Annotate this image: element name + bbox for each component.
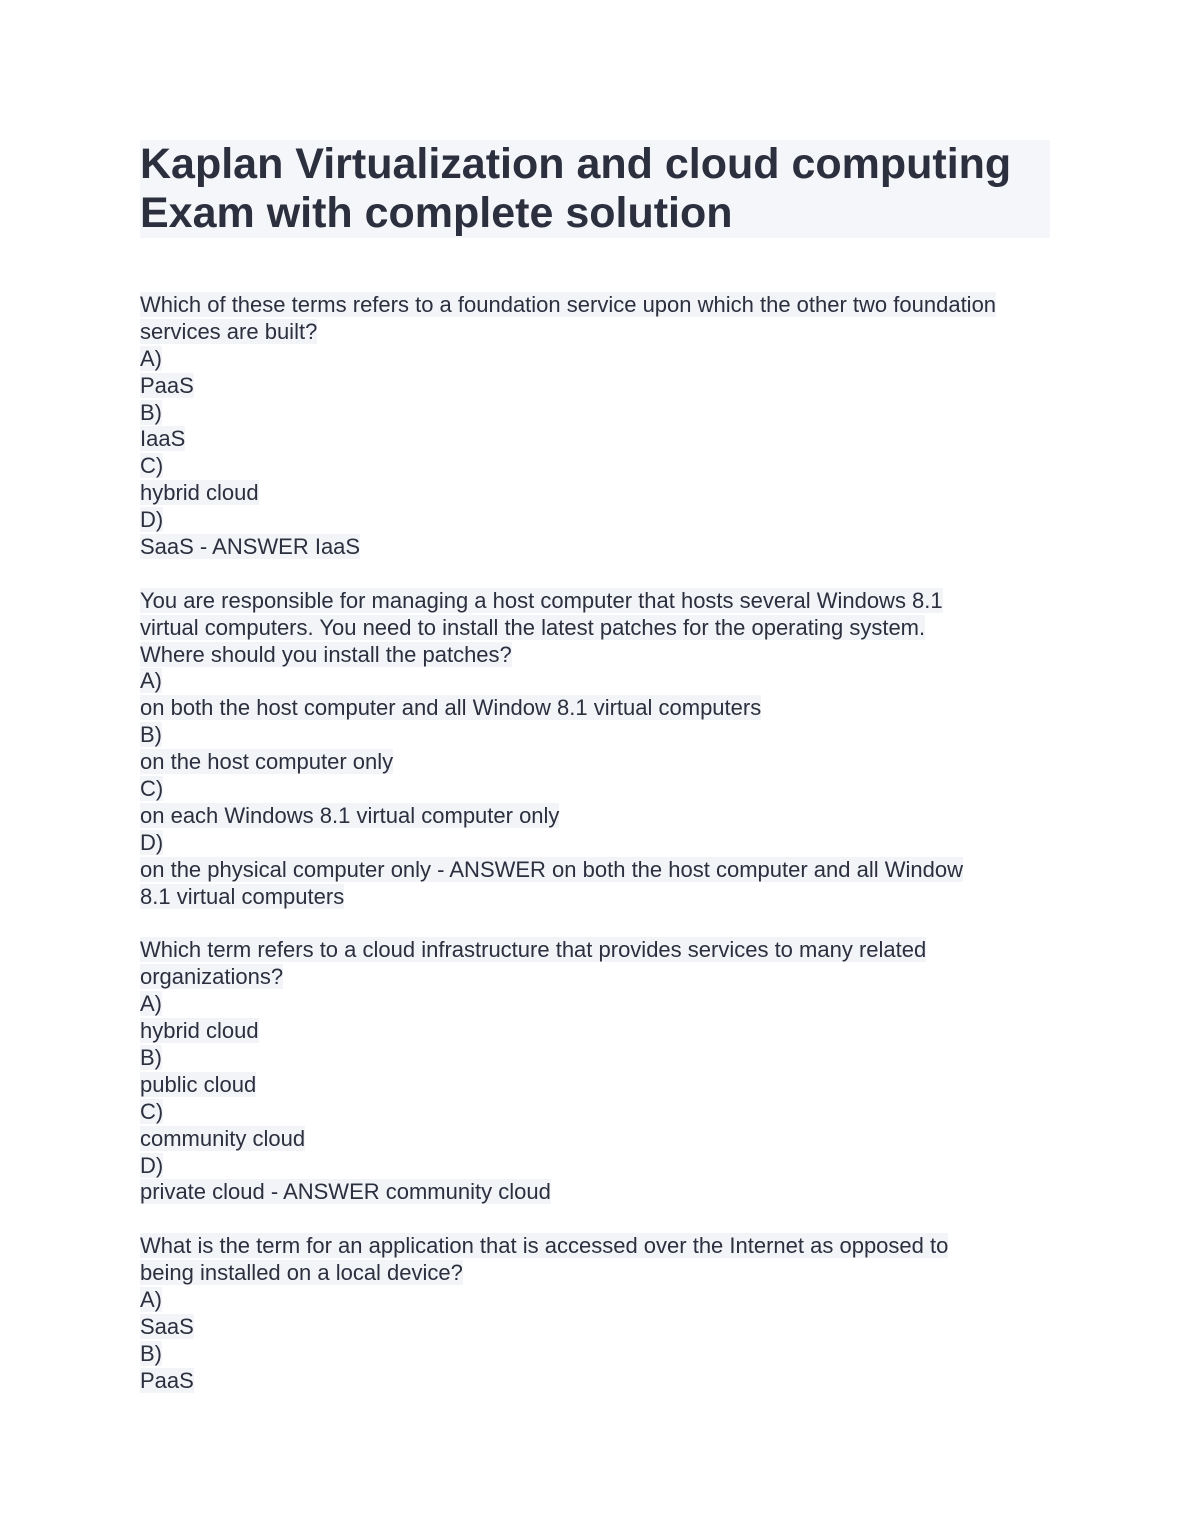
option-text-line bbox=[140, 803, 1050, 830]
answer-continuation-line bbox=[140, 884, 1050, 911]
option-letter: A) bbox=[140, 1286, 162, 1312]
option-letter: D) bbox=[140, 829, 164, 855]
option-letter-line bbox=[140, 991, 1050, 1018]
option-letter: D) bbox=[140, 1152, 164, 1178]
option-text-line bbox=[140, 695, 1050, 722]
option-text-line bbox=[140, 1018, 1050, 1045]
title-line-2: Exam with complete solution bbox=[140, 189, 733, 237]
option-text-line bbox=[140, 426, 1050, 453]
question-block bbox=[140, 937, 1050, 1206]
question-block bbox=[140, 292, 1050, 561]
option-letter: C) bbox=[140, 776, 164, 802]
option-text-line bbox=[140, 1368, 1050, 1395]
question-text: virtual computers. You need to install the latest patches for the operating system. bbox=[140, 614, 926, 640]
question-text: services are built? bbox=[140, 318, 318, 344]
document-title bbox=[140, 140, 1050, 238]
document-page bbox=[140, 140, 1050, 1421]
option-text: hybrid cloud bbox=[140, 1018, 259, 1044]
option-letter: B) bbox=[140, 1044, 162, 1070]
option-text-line bbox=[140, 749, 1050, 776]
question-text-line bbox=[140, 642, 1050, 669]
question-text-line bbox=[140, 937, 1050, 964]
option-text: public cloud bbox=[140, 1071, 257, 1097]
option-text-line bbox=[140, 534, 1050, 561]
option-text: IaaS bbox=[140, 426, 186, 452]
option-text-line bbox=[140, 480, 1050, 507]
option-letter-line bbox=[140, 1287, 1050, 1314]
title-line-1: Kaplan Virtualization and cloud computing bbox=[140, 140, 1012, 188]
question-block bbox=[140, 1233, 1050, 1394]
option-letter-line bbox=[140, 830, 1050, 857]
answer-continuation: 8.1 virtual computers bbox=[140, 883, 345, 909]
question-text: being installed on a local device? bbox=[140, 1260, 463, 1286]
question-text: What is the term for an application that is accessed over the Internet as opposed to bbox=[140, 1233, 949, 1259]
question-text: Where should you install the patches? bbox=[140, 641, 512, 667]
question-text: You are responsible for managing a host computer that hosts several Windows 8.1 bbox=[140, 587, 943, 613]
option-letter: C) bbox=[140, 1098, 164, 1124]
option-letter-line bbox=[140, 722, 1050, 749]
question-text: organizations? bbox=[140, 964, 284, 990]
option-text: SaaS - ANSWER IaaS bbox=[140, 534, 361, 560]
option-letter: B) bbox=[140, 722, 162, 748]
option-letter-line bbox=[140, 668, 1050, 695]
option-text: hybrid cloud bbox=[140, 480, 259, 506]
question-text-line bbox=[140, 319, 1050, 346]
question-text-line bbox=[140, 964, 1050, 991]
option-text-line bbox=[140, 373, 1050, 400]
option-letter-line bbox=[140, 1153, 1050, 1180]
question-text-line bbox=[140, 1233, 1050, 1260]
option-letter: A) bbox=[140, 668, 162, 694]
option-letter-line bbox=[140, 453, 1050, 480]
option-letter: B) bbox=[140, 1340, 162, 1366]
option-letter-line bbox=[140, 1341, 1050, 1368]
option-text: on the physical computer only - ANSWER on both the host computer and all Window bbox=[140, 856, 963, 882]
option-text-line bbox=[140, 1179, 1050, 1206]
question-text-line bbox=[140, 292, 1050, 319]
question-text: Which term refers to a cloud infrastructure that provides services to many related bbox=[140, 937, 927, 963]
option-letter-line bbox=[140, 507, 1050, 534]
option-text: community cloud bbox=[140, 1125, 306, 1151]
option-letter: A) bbox=[140, 345, 162, 371]
option-text-line bbox=[140, 1072, 1050, 1099]
option-text: PaaS bbox=[140, 372, 194, 398]
option-text-line bbox=[140, 857, 1050, 884]
question-text-line bbox=[140, 588, 1050, 615]
option-text-line bbox=[140, 1126, 1050, 1153]
option-letter-line bbox=[140, 1099, 1050, 1126]
question-block bbox=[140, 588, 1050, 911]
question-text-line bbox=[140, 1260, 1050, 1287]
option-text: on both the host computer and all Window 8.1 virtual computers bbox=[140, 695, 762, 721]
option-text: on the host computer only bbox=[140, 749, 394, 775]
question-text-line bbox=[140, 615, 1050, 642]
option-letter: B) bbox=[140, 399, 162, 425]
option-text: private cloud - ANSWER community cloud bbox=[140, 1179, 551, 1205]
option-letter-line bbox=[140, 776, 1050, 803]
option-letter-line bbox=[140, 346, 1050, 373]
option-letter: A) bbox=[140, 991, 162, 1017]
question-text: Which of these terms refers to a foundation service upon which the other two foundation bbox=[140, 292, 997, 317]
option-letter: D) bbox=[140, 507, 164, 533]
option-text: SaaS bbox=[140, 1313, 194, 1339]
option-letter: C) bbox=[140, 453, 164, 479]
option-letter-line bbox=[140, 400, 1050, 427]
option-letter-line bbox=[140, 1045, 1050, 1072]
question-list bbox=[140, 292, 1050, 1395]
option-text-line bbox=[140, 1314, 1050, 1341]
option-text: PaaS bbox=[140, 1367, 194, 1393]
option-text: on each Windows 8.1 virtual computer only bbox=[140, 802, 560, 828]
